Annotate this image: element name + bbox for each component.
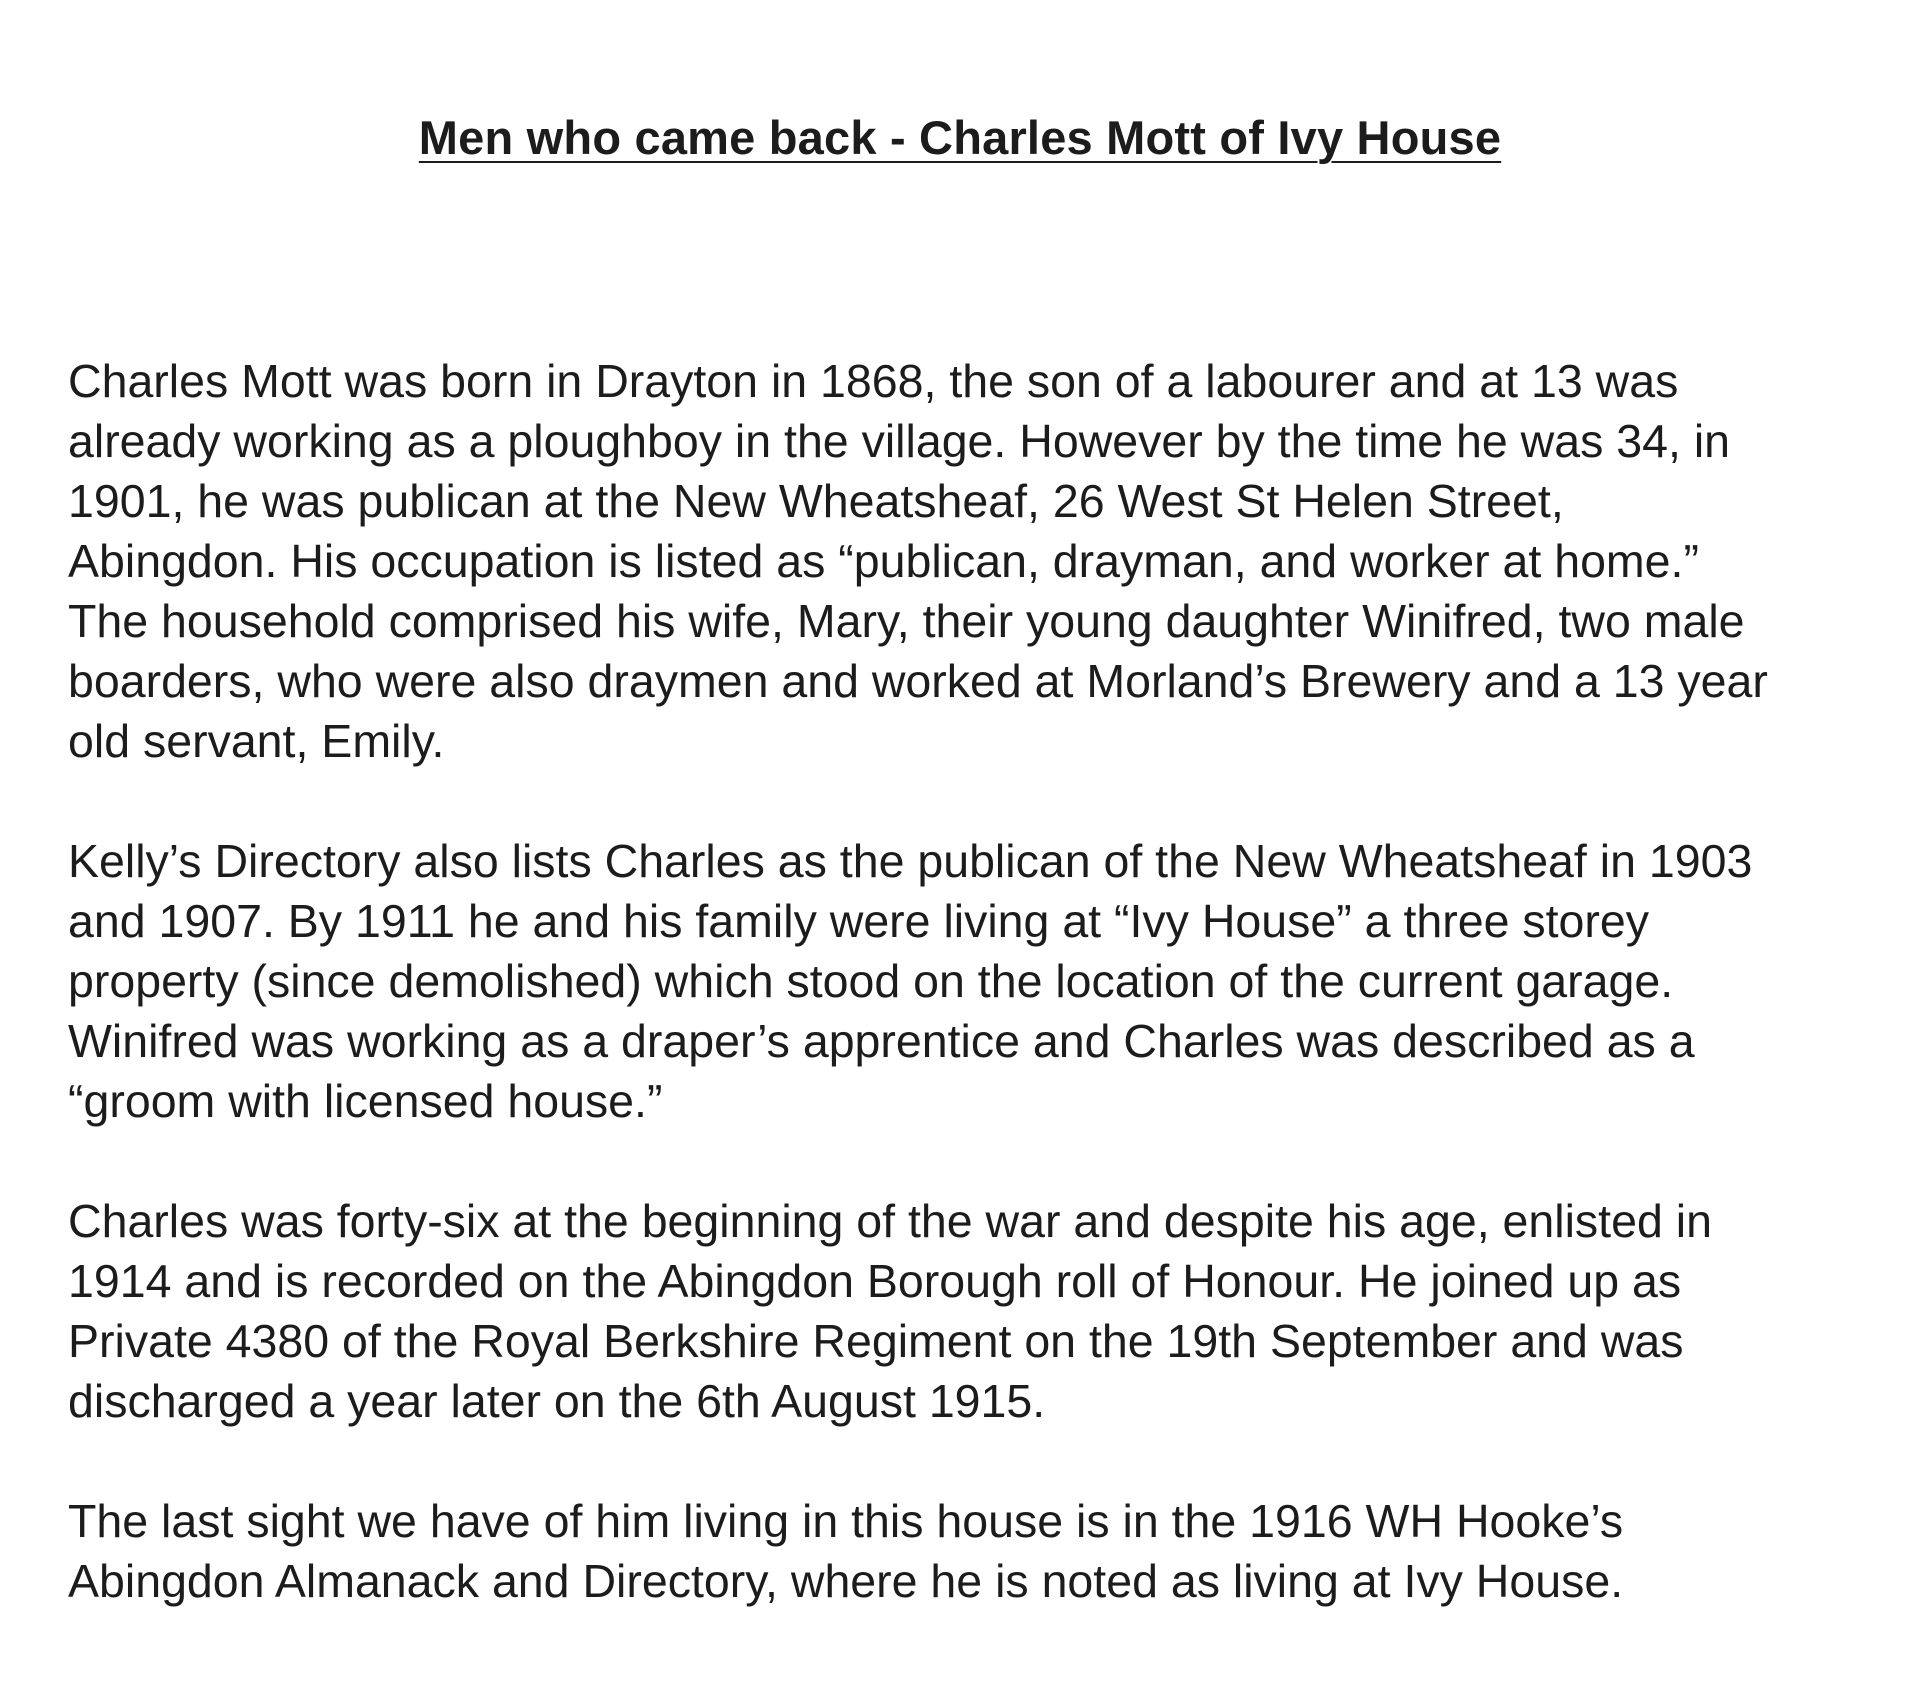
text-line: old servant, Emily. (68, 715, 445, 767)
paragraph-last-record (68, 1491, 1916, 1611)
text-line: Private 4380 of the Royal Berkshire Regiment on the 19th September and was (68, 1315, 1684, 1367)
text-line: discharged a year later on the 6th August 1915. (68, 1375, 1046, 1427)
text-line: 1914 and is recorded on the Abingdon Borough roll of Honour. He joined up as (68, 1255, 1682, 1307)
paragraph-kellys-directory (68, 831, 1916, 1131)
text-line: Kelly’s Directory also lists Charles as the publican of the New Wheatsheaf in 1903 (68, 835, 1753, 887)
text-line: Charles Mott was born in Drayton in 1868, the son of a labourer and at 13 was (68, 355, 1679, 407)
paragraph-birth-and-early-life (68, 351, 1916, 771)
text-line: 1901, he was publican at the New Wheatsheaf, 26 West St Helen Street, (68, 475, 1564, 527)
text-line: “groom with licensed house.” (68, 1075, 663, 1127)
text-line: Charles was forty-six at the beginning of the war and despite his age, enlisted in (68, 1195, 1712, 1247)
text-line: The last sight we have of him living in this house is in the 1916 WH Hooke’s (68, 1495, 1624, 1547)
text-line: Abingdon Almanack and Directory, where he is noted as living at Ivy House. (68, 1555, 1624, 1607)
page-title-text: Men who came back - Charles Mott of Ivy House (418, 111, 1502, 164)
text-line: boarders, who were also draymen and worked at Morland’s Brewery and a 13 year (68, 655, 1768, 707)
paragraph-war-service (68, 1191, 1916, 1431)
text-line: The household comprised his wife, Mary, their young daughter Winifred, two male (68, 595, 1745, 647)
text-line: Abingdon. His occupation is listed as “publican, drayman, and worker at home.” (68, 535, 1699, 587)
text-line: Winifred was working as a draper’s apprentice and Charles was described as a (68, 1015, 1695, 1067)
text-line: already working as a ploughboy in the village. However by the time he was 34, in (68, 415, 1731, 467)
text-line: and 1907. By 1911 he and his family were living at “Ivy House” a three storey (68, 895, 1649, 947)
text-line: property (since demolished) which stood on the location of the current garage. (68, 955, 1674, 1007)
document-body (68, 351, 1916, 1671)
page-title (0, 108, 1920, 168)
